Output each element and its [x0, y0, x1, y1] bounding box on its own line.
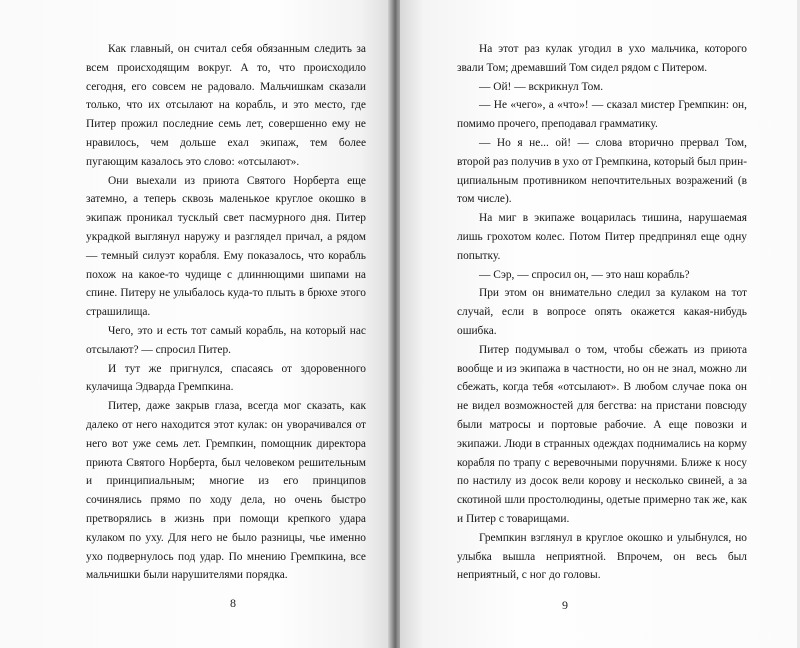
- paragraph: Как главный, он считал себя обязанным следить за всем происходящим вокруг. А то, что происходило сегодня, его совсем не радовало. Мальчишкам сказали только, что их отсылают на корабль, и это место, где Питер прожил последние семь лет, совершенно ему не нравилось, чем дольше ехал экипаж, тем более пугающим казалось это слово: «отсылают».: [86, 43, 366, 168]
- page-number: 9: [562, 598, 568, 612]
- right-page-text: [457, 40, 747, 585]
- left-page-text: [86, 40, 366, 585]
- right-page: [400, 0, 800, 648]
- paragraph: — Не «чего», а «что»! — сказал мистер Гремпкин: он, помимо прочего, преподавал грамматику.: [457, 99, 747, 131]
- paragraph: Питер, даже закрыв глаза, всегда мог сказать, как далеко от него находится этот кулак: он уворачивался от него вот уже семь лет. Гремпкин, помощник директора приюта Святого Норберта, был человеком решительным и принципиальным; многие из его принципов сочинялись прямо по ходу дела, но очень быстро претворялись в жизнь при помощи крепкого удара кулаком по уху. Для него не было разницы, чье именно ухо подвернулось под удар. По мнению Гремпкина, все мальчишки были нарушителями порядка.: [86, 400, 366, 582]
- paragraph: Питер подумывал о том, чтобы сбежать из приюта вообще и из экипажа в частности, но он не знал, можно ли сбежать, когда тебя «отсылают». В любом случае пока он не видел возможностей для бегства: на пристани повсюду были матросы и портовые рабочие. А еще повозки и экипажи. Люди в странных одеждах поднимались на корму корабля по трапу с веревочными поручнями. Ближе к носу по настилу из досок вели корову и несколько свиней, а за скотиной шли простолюдины, одетые примерно так же, как и Питер с товарищами.: [457, 343, 747, 525]
- paragraph: Чего, это и есть тот самый корабль, на который нас отсылают? — спросил Питер.: [86, 324, 366, 356]
- paragraph: — Сэр, — спросил он, — это наш корабль?: [479, 268, 690, 281]
- paragraph: — Ой! — вскрикнул Том.: [479, 80, 604, 93]
- page-number: 8: [230, 596, 236, 610]
- paragraph: Гремпкин взглянул в круглое окошко и улыбнулся, но улыбка вышла неприятной. Впрочем, он весь был неприятный, с ног до головы.: [457, 531, 747, 582]
- paragraph: И тут же пригнулся, спасаясь от здоровенного кулачища Эдварда Гремпкина.: [86, 362, 366, 394]
- paragraph: Они выехали из приюта Святого Норберта еще затемно, а теперь сквозь маленькое круглое окошко в экипаж проникал тусклый свет пасмурного дня. Питер украдкой выглянул наружу и разглядел причал, а рядом — темный силуэт корабля. Ему показалось, что корабль похож на какое-то чудище с длиннющими шипами на спине. Питеру не улыбалось куда-то плыть в брюхе этого страшилища.: [86, 174, 366, 319]
- paragraph: На этот раз кулак угодил в ухо мальчика, которого звали Том; дремавший Том сидел рядом с Питером.: [457, 43, 747, 74]
- paragraph: На миг в экипаже воцарилась тишина, нарушаемая лишь грохотом колес. Потом Питер предпринял еще одну попытку.: [457, 212, 747, 262]
- paragraph: — Но я не... ой! — слова вторично прервал Том, второй раз получив в ухо от Гремпкина, который был принципиальным противником непочтительных возражений (в том числе).: [457, 136, 747, 206]
- paragraph: При этом он внимательно следил за кулаком на тот случай, если в вопросе опять окажется какая-нибудь ошибка.: [457, 287, 747, 337]
- left-page: [0, 0, 392, 648]
